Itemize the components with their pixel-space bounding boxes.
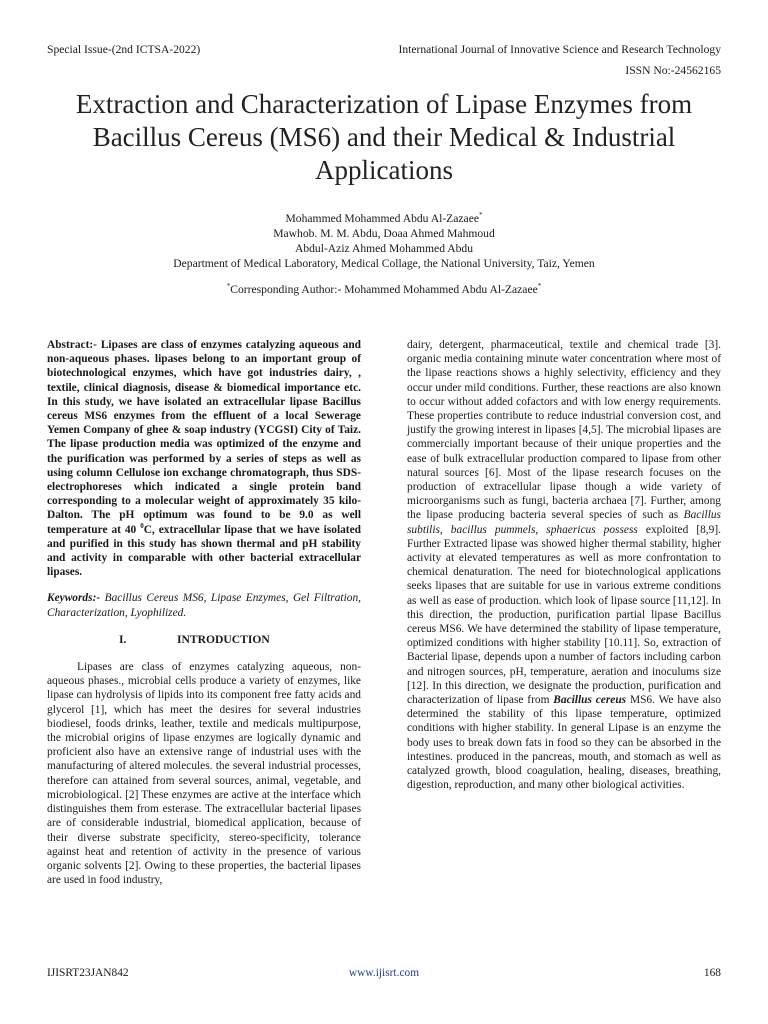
corresponding-asterisk: * — [226, 282, 231, 291]
species-italic: Bacillus subtilis, bacillus pummels, sphaericus possess — [407, 509, 721, 536]
abstract-text-1: Abstract:- Lipases are class of enzymes catalyzing aqueous and non-aqueous phases. lipases belong to an important group of biotechnological enzymes, which have got industries dairy, , textile, clinical diagnosis, disease & biomedical importance etc. In this study, we have isolated an extracellular lipase Bacillus cereus MS6 enzymes from the effluent of a local Sewerage Yemen Company of ghee & soap industry (YCGSI) City of Taiz. The lipase production media was optimized of the enzyme and the purification was performed by a series of steps as well as using column Cellulose ion exchange chromatograph, thus SDS- electrophoreses which indicated a single protein band corresponding to a molecular weight of approximately 35 kilo-Dalton. The pH optimum was found to be 9.0 as well temperature at 40 — [47, 339, 361, 536]
keywords-label: Keywords:- — [47, 592, 101, 605]
section-title: INTRODUCTION — [177, 632, 270, 646]
intro-text-a: dairy, detergent, pharmaceutical, textile and chemical trade [3]. organic media containing minute water concentration where most of the lipase reactions shows a highly selectivity, efficiency and they occur under mild conditions. Further, these reactions are also known to occur without added cofactors and with low energy requirements. These properties contribute to reduce industrial conversion cost, and justify the growing interest in lipases [4,5]. The microbial lipases are commercially important because of their unique properties and the ease of bulk extracellular production compared to lipase from other natural sources [6]. Most of the lipase research focuses on the production of extracellular lipase though a wide variety of microorganisms such as fungi, bacteria archaea [7]. Further, among the lipase producing bacteria several species of such as — [407, 339, 721, 522]
intro-paragraph-left: Lipases are class of enzymes catalyzing aqueous, non-aqueous phases., microbial cells produce a variety of enzymes, like lipase can hydrolysis of lipids into its component free fatty acids and glycerol [1], which has meet the desires for several industries biodiesel, foods drinks, leather, textile and medicals multipurpose, the microbial origins of lipase enzymes are logically dynamic and proficient also have an extensive range of industrial uses with the manufacturing of altered molecules. the several industrial processes, therefore can attained from several sources, animal, vegetable, and microbiological. [2] These enzymes are active at the interface which distinguishes them from esterase. The extracellular bacterial lipases are of considerable industrial, biomedical application, because of their diverse substrate specificity, stereo-specificity, tolerance against heat and retention of activity in the presence of various organic solvents [2]. Owing to these properties, the bacterial lipases are used in food industry, — [47, 661, 361, 887]
author-line-1 — [40, 211, 728, 226]
corresponding-end-asterisk: * — [537, 282, 542, 291]
footer-article-id: IJISRT23JAN842 — [47, 967, 129, 979]
corresponding-text: Corresponding Author:- Mohammed Mohammed Abdu Al-Zazaee — [230, 283, 538, 296]
intro-text-c: MS6. We have also determined the stability of this lipase temperature, optimized conditions with higher stability. In general Lipase is an enzyme the body uses to break down fats in food so they can be absorbed in the intestines. produced in the pancreas, mouth, and stomach as well as catalyzed growth, blood coagulation, healing, diseases, breathing, digestion, reproduction, and many other biological activities. — [407, 694, 722, 792]
keywords-text: Bacillus Cereus MS6, Lipase Enzymes, Gel Filtration, Characterization, Lyophilized. — [47, 592, 361, 619]
abstract — [47, 338, 361, 579]
author-affiliation: Department of Medical Laboratory, Medical Collage, the National University, Taiz, Yemen — [173, 257, 595, 270]
footer-website-link[interactable]: www.ijisrt.com — [348, 967, 420, 979]
author-block — [40, 211, 728, 271]
author-main: Mohammed Mohammed Abdu Al-Zazaee — [285, 212, 479, 225]
right-column — [407, 338, 721, 793]
header-issue: Special Issue-(2nd ICTSA-2022) — [47, 43, 201, 56]
author-line-2: Mawhob. M. M. Abdu, Doaa Ahmed Mahmoud — [273, 227, 495, 240]
abstract-text-2: C, extracellular lipase that we have isolated and purified in this study has shown thermal and pH stability and activity in comparable with other bacterial extracellular lipases. — [47, 523, 361, 579]
intro-paragraph-right — [407, 338, 721, 793]
degree-superscript: 0 — [140, 521, 144, 530]
left-column — [47, 338, 361, 887]
header-issn: ISSN No:-24562165 — [625, 64, 721, 77]
author-line-3: Abdul-Aziz Ahmed Mohammed Abdu — [294, 242, 474, 255]
corresponding-author — [40, 283, 728, 296]
section-heading — [47, 633, 361, 647]
bacillus-cereus-italic: Bacillus cereus — [553, 694, 627, 707]
section-number: I. — [119, 632, 127, 646]
keywords — [47, 591, 361, 619]
header-journal: International Journal of Innovative Science and Research Technology — [398, 43, 721, 56]
paper-title: Extraction and Characterization of Lipase Enzymes from Bacillus Cereus (MS6) and their Medical & Industrial Applications — [75, 89, 693, 185]
author-asterisk: * — [479, 211, 483, 220]
footer-page-number: 168 — [703, 967, 721, 979]
intro-text-b: exploited [8,9]. Further Extracted lipase was showed higher thermal stability, higher activity at elevated temperatures as well as more confrontation to chemical denaturation. The need for biotechnological applications seeks lipases that are suitable for use in various extreme conditions as well as ease of production. which look of lipase source [11,12]. In this direction, the production, purification partial lipase Bacillus cereus MS6. We have determined the stability of lipase temperature, optimized conditions with higher stability [10.11]. So, extraction of Bacterial lipase, depends upon a number of factors including carbon and nitrogen sources, pH, temperature, aeration and inoculums size [12]. In this direction, we designate the production, purification and characterization of lipase from — [407, 523, 721, 707]
